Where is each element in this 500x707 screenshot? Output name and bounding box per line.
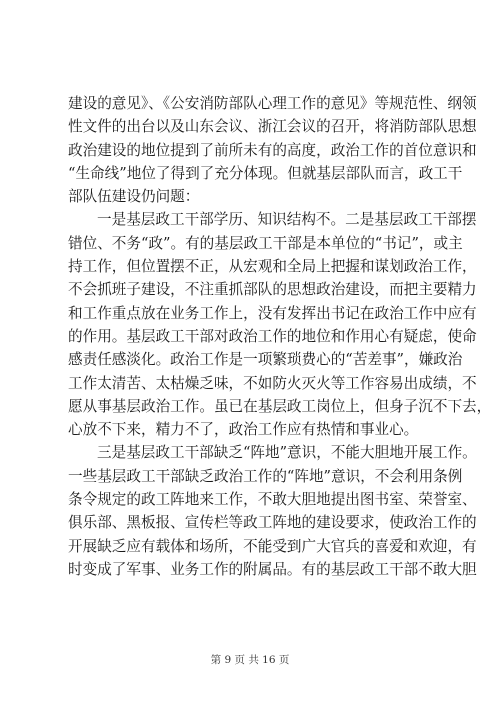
text-line: 政治建设的地位提到了前所未有的高度，政治工作的首位意识和 bbox=[68, 141, 477, 159]
text-line: 不会抓班子建设，不注重抓部队的思想政治建设，而把主要精力 bbox=[68, 281, 477, 299]
text-line: 性文件的出台以及山东会议、浙江会议的召开，将消防部队思想 bbox=[68, 118, 477, 136]
text-line: 一些基层政工干部缺乏政治工作的“阵地”意识，不会利用条例 bbox=[68, 467, 463, 485]
text-line: 错位、不务“政”。有的基层政工干部是本单位的“书记”，或主 bbox=[68, 234, 463, 252]
text-line: 愿从事基层政治工作。虽已在基层政工岗位上，但身子沉不下去， bbox=[68, 397, 492, 415]
text-line: 和工作重点放在业务工作上，没有发挥出书记在政治工作中应有 bbox=[68, 304, 477, 322]
text-line: 建设的意见》、《公安消防部队心理工作的意见》等规范性、纲领 bbox=[68, 95, 477, 112]
text-line: “生命线”地位了得到了充分体现。但就基层部队而言，政工干 bbox=[68, 164, 463, 182]
page-number-footer: 第 9 页 共 16 页 bbox=[210, 654, 290, 666]
paragraph-1 bbox=[68, 92, 477, 208]
text-line: 条令规定的政工阵地来工作，不敢大胆地提出图书室、荣誉室、 bbox=[68, 491, 477, 509]
text-line: 俱乐部、黑板报、宣传栏等政工阵地的建设要求，使政治工作的 bbox=[68, 514, 477, 532]
text-line: 一是基层政工干部学历、知识结构不。二是基层政工干部摆 bbox=[97, 211, 477, 229]
text-line: 的作用。基层政工干部对政治工作的地位和作用心有疑虑，使命 bbox=[68, 327, 477, 345]
text-line: 持工作，但位置摆不正，从宏观和全局上把握和谋划政治工作， bbox=[68, 258, 477, 276]
paragraph-3 bbox=[68, 441, 477, 581]
text-line: 部队伍建设仍问题： bbox=[68, 188, 200, 206]
text-line: 工作太清苦、太枯燥乏味，不如防火灭火等工作容易出成绩，不 bbox=[68, 374, 477, 392]
text-line: 三是基层政工干部缺乏“阵地”意识，不能大胆地开展工作。 bbox=[97, 444, 477, 462]
text-line: 心放不下来，精力不了，政治工作应有热情和事业心。 bbox=[68, 421, 419, 439]
text-line: 感责任感淡化。政治工作是一项繁琐费心的“苦差事”，嫌政治 bbox=[68, 351, 463, 369]
paragraph-2 bbox=[68, 208, 492, 441]
text-line: 开展缺乏应有载体和场所，不能受到广大官兵的喜爱和欢迎，有 bbox=[68, 537, 477, 555]
text-line: 时变成了军事、业务工作的附属品。有的基层政工干部不敢大胆 bbox=[68, 560, 477, 578]
body-text bbox=[68, 92, 492, 581]
